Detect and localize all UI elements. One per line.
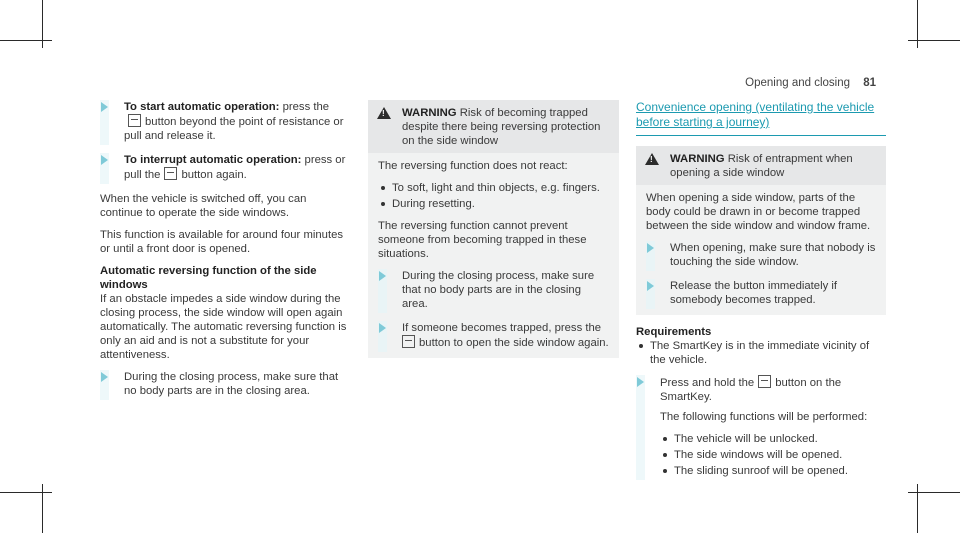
step-interrupt-automatic: To interrupt automatic operation: press or pull the button again. bbox=[100, 153, 350, 182]
functions-list bbox=[660, 432, 886, 478]
step-closing-area: During the closing process, make sure that no body parts are in the closing area. bbox=[378, 269, 609, 311]
step-arrow-icon bbox=[379, 271, 386, 281]
requirements-heading: Requirements bbox=[636, 326, 712, 338]
step-nobody-touching: When opening, make sure that nobody is touching the side window. bbox=[646, 241, 876, 269]
step-arrow-icon bbox=[647, 281, 654, 291]
column-3 bbox=[636, 100, 886, 488]
warning-body: When opening a side window, parts of the body could be drawn in or become trapped between the side window and window frame. When opening, make sure that nobody is touching the side window. Release the button immediately if somebody becomes trapped. bbox=[636, 185, 886, 315]
warning-body: The reversing function does not react: To soft, light and thin objects, e.g. fingers. During resetting. The reversing function cannot prevent someone from becoming trapped in these situations. During the closing process, make sure that no body parts are in the closing area. If someone becomes trapped, press the button to open the side window again. bbox=[368, 153, 619, 358]
crop-mark bbox=[0, 40, 52, 41]
window-button-icon bbox=[128, 114, 141, 127]
warning-header: ! WARNING Risk of becoming trapped despite there being reversing protection on the side window bbox=[368, 100, 619, 153]
page-number: 81 bbox=[863, 77, 876, 89]
step-arrow-icon bbox=[101, 372, 108, 382]
crop-mark bbox=[42, 0, 43, 48]
header-section: Opening and closing bbox=[745, 77, 850, 89]
warning-box-trapped bbox=[368, 100, 619, 358]
crop-mark bbox=[908, 492, 960, 493]
paragraph: This function is available for around four minutes or until a front door is opened. bbox=[100, 229, 344, 255]
list-item: The vehicle will be unlocked. bbox=[660, 432, 886, 446]
requirements-list bbox=[636, 339, 886, 367]
step-arrow-icon bbox=[101, 155, 108, 165]
step-press-hold-key: Press and hold the button on the SmartKey. The following functions will be performed: The vehicle will be unlocked. The side windows will be opened. The sliding sunroof will be opened. bbox=[636, 375, 886, 478]
crop-mark bbox=[917, 0, 918, 48]
warning-header: ! WARNING Risk of entrapment when opening a side window bbox=[636, 146, 886, 185]
list-item: The side windows will be opened. bbox=[660, 448, 886, 462]
crop-mark bbox=[908, 40, 960, 41]
step-arrow-icon bbox=[647, 243, 654, 253]
section-title[interactable]: Convenience opening (ventilating the vehicle before starting a journey) bbox=[636, 100, 886, 136]
step-arrow-icon bbox=[379, 323, 386, 333]
subheading: Automatic reversing function of the side windows bbox=[100, 265, 317, 291]
list-item: The sliding sunroof will be opened. bbox=[660, 464, 886, 478]
step-release-button: Release the button immediately if somebody becomes trapped. bbox=[646, 279, 876, 307]
step-arrow-icon bbox=[637, 377, 644, 387]
list-item: During resetting. bbox=[378, 197, 609, 211]
warning-triangle-icon bbox=[645, 153, 659, 165]
crop-mark bbox=[0, 492, 52, 493]
unlock-key-icon bbox=[758, 375, 771, 388]
list-item: The SmartKey is in the immediate vicinity of the vehicle. bbox=[636, 339, 886, 367]
step-someone-trapped: If someone becomes trapped, press the button to open the side window again. bbox=[378, 321, 609, 350]
crop-mark bbox=[42, 484, 43, 533]
page-header bbox=[745, 76, 876, 90]
warning-triangle-icon bbox=[377, 107, 391, 119]
bullet-list bbox=[378, 181, 609, 211]
step-start-automatic: To start automatic operation: press thebutton beyond the point of resistance or pull and release it. bbox=[100, 100, 350, 143]
warning-box-entrapment bbox=[636, 146, 886, 315]
step-arrow-icon bbox=[101, 102, 108, 112]
column-1 bbox=[100, 100, 350, 408]
step-closing-area: During the closing process, make sure that no body parts are in the closing area. bbox=[100, 370, 350, 398]
paragraph: When the vehicle is switched off, you can continue to operate the side windows. bbox=[100, 193, 307, 219]
crop-mark bbox=[917, 484, 918, 533]
window-button-icon bbox=[164, 167, 177, 180]
paragraph: If an obstacle impedes a side window during the closing process, the side window will open again automatically. The automatic reversing function is only an aid and is not a substitute for your attentiveness. bbox=[100, 293, 347, 361]
window-button-icon bbox=[402, 335, 415, 348]
list-item: To soft, light and thin objects, e.g. fingers. bbox=[378, 181, 609, 195]
